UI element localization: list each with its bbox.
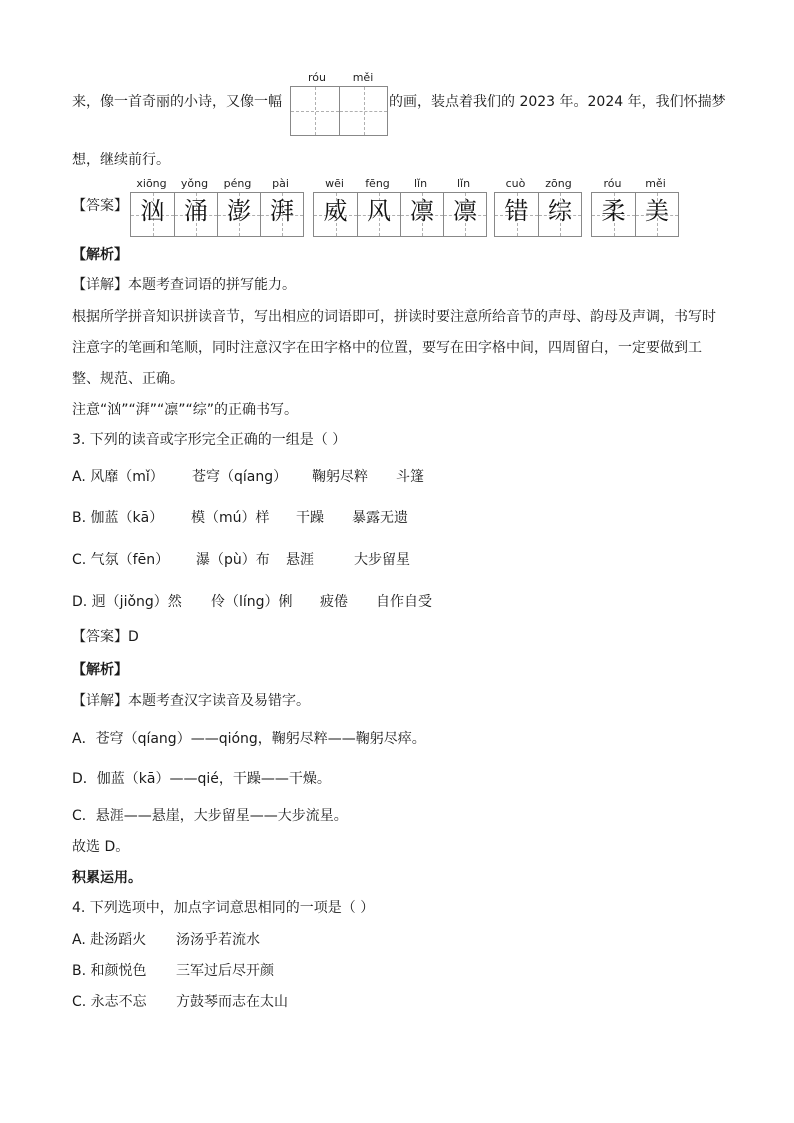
q4-option-c-item-2: 方鼓琴而志在太山 — [176, 994, 288, 1010]
q3-analysis-label: 【解析】 — [72, 662, 128, 678]
analysis-label: 【解析】 — [72, 247, 128, 263]
answer-pinyin: fēng — [365, 177, 390, 190]
q3-option-b-item-3: 干躁 — [296, 510, 324, 526]
answer-pinyin: lǐn — [456, 177, 471, 190]
answer-pinyin: yǒng — [180, 177, 209, 190]
q4-option-b-item-1: B. 和颜悦色 — [72, 963, 147, 979]
answer-tianzige-group — [313, 192, 487, 237]
q4-option-b-item-2: 三军过后尽开颜 — [176, 963, 274, 979]
answer-character: 澎 — [227, 197, 251, 225]
q3-option-c-item-2: 瀑（pù）布 — [196, 552, 270, 568]
q4-option-b — [72, 961, 274, 981]
answer-grid-cell — [495, 193, 538, 236]
answer-pinyin: měi — [645, 177, 666, 190]
answer-grid-cell — [592, 193, 635, 236]
q3-explain-d: D．伽蓝（kā）——qié，干躁——干燥。 — [72, 771, 331, 787]
answer-grid-cell — [635, 193, 678, 236]
analysis-paragraph-3: 整、规范、正确。 — [72, 371, 184, 387]
passage-line-1-end: 的画，装点着我们的 2023 年。2024 年，我们怀揣梦 — [389, 94, 726, 110]
answer-pinyin: zōng — [545, 177, 572, 190]
q3-option-b-item-1: B. 伽蓝（kā） — [72, 510, 164, 526]
answer-character: 涌 — [184, 197, 208, 225]
q4-stem: 4. 下列选项中，加点字词意思相同的一项是（ ） — [72, 900, 375, 916]
answer-character: 错 — [504, 197, 529, 225]
passage-line-2: 想，继续前行。 — [72, 152, 170, 168]
answer-pinyin: pài — [272, 177, 289, 190]
answer-grid-cell — [443, 193, 486, 236]
q3-choose: 故选 D。 — [72, 839, 130, 855]
answer-grid-cell — [131, 193, 174, 236]
q3-option-d-item-4: 自作自受 — [376, 594, 432, 610]
q3-answer: 【答案】D — [72, 629, 139, 645]
q4-option-c-item-1: C. 永志不忘 — [72, 994, 147, 1010]
grid-cell — [291, 87, 339, 135]
q3-option-c-item-3: 悬涯 — [286, 552, 314, 568]
answer-pinyin: cuò — [505, 177, 526, 190]
answer-grid-cell — [260, 193, 303, 236]
answer-pinyin: péng — [223, 177, 252, 190]
q3-option-d-item-2: 伶（líng）俐 — [211, 594, 293, 610]
answer-grid-cell — [538, 193, 581, 236]
grid-cell — [339, 87, 387, 135]
passage-line-1-start: 来，像一首奇丽的小诗，又像一幅 — [72, 94, 282, 110]
q4-option-c — [72, 992, 288, 1012]
q3-option-a-item-1: A. 风靡（mǐ） — [72, 469, 164, 485]
q3-option-a-item-4: 斗篷 — [396, 469, 424, 485]
q3-option-c-item-1: C. 气氛（fēn） — [72, 552, 170, 568]
q4-option-a — [72, 930, 260, 950]
q3-stem: 3. 下列的读音或字形完全正确的一组是（ ） — [72, 432, 347, 448]
answer-character: 美 — [645, 197, 669, 225]
q3-option-c — [72, 550, 410, 570]
q3-option-a-item-3: 鞠躬尽粹 — [312, 469, 368, 485]
answer-tianzige-group — [494, 192, 582, 237]
q3-detail: 【详解】本题考查汉字读音及易错字。 — [72, 693, 310, 709]
q3-option-d — [72, 592, 432, 612]
detail-line: 【详解】本题考查词语的拼写能力。 — [72, 277, 296, 293]
answer-tianzige-group — [591, 192, 679, 237]
answer-character: 凛 — [453, 197, 477, 225]
q3-option-d-item-1: D. 迥（jiǒng）然 — [72, 594, 182, 610]
analysis-note: 注意“汹”“湃”“凛”“综”的正确书写。 — [72, 402, 299, 418]
pinyin-mei: měi — [352, 71, 374, 84]
answer-character: 凛 — [410, 197, 434, 225]
q3-explain-c: C．悬涯——悬崖，大步留星——大步流星。 — [72, 808, 348, 824]
q3-option-a-item-2: 苍穹（qíang） — [192, 469, 288, 485]
answer-character: 综 — [548, 197, 572, 225]
answer-grid-cell — [314, 193, 357, 236]
answer-grid-cell — [400, 193, 443, 236]
q3-option-b — [72, 508, 408, 528]
answer-character: 柔 — [601, 197, 626, 225]
q3-option-c-item-4: 大步留星 — [354, 552, 410, 568]
answer-pinyin: wēi — [325, 177, 344, 190]
answer-grid-cell — [357, 193, 400, 236]
pinyin-rou: róu — [308, 71, 326, 84]
answer-grid-cell — [217, 193, 260, 236]
empty-tianzige-grid — [290, 86, 388, 136]
q3-option-a — [72, 467, 424, 487]
q3-explain-a: A．苍穹（qíang）——qióng，鞠躬尽粹——鞠躬尽瘁。 — [72, 731, 426, 747]
answer-pinyin: xiōng — [136, 177, 167, 190]
q4-option-a-item-2: 汤汤乎若流水 — [176, 932, 260, 948]
section-heading: 积累运用。 — [72, 870, 142, 886]
analysis-paragraph-1: 根据所学拼音知识拼读音节，写出相应的词语即可，拼读时要注意所给音节的声母、韵母及声调，书写时 — [72, 309, 716, 325]
q4-option-a-item-1: A. 赴汤蹈火 — [72, 932, 147, 948]
answer-character: 湃 — [270, 197, 294, 225]
answer-character: 风 — [367, 197, 391, 225]
answer-label: 【答案】 — [72, 198, 128, 214]
answer-character: 汹 — [140, 197, 165, 225]
answer-character: 威 — [323, 197, 348, 225]
answer-grid-cell — [174, 193, 217, 236]
analysis-paragraph-2: 注意字的笔画和笔顺，同时注意汉字在田字格中的位置，要写在田字格中间，四周留白，一定要做到工 — [72, 340, 702, 356]
q3-option-b-item-2: 模（mú）样 — [191, 510, 270, 526]
q3-option-b-item-4: 暴露无遗 — [352, 510, 408, 526]
q3-option-d-item-3: 疲倦 — [320, 594, 348, 610]
answer-tianzige-group — [130, 192, 304, 237]
answer-pinyin: lǐn — [413, 177, 428, 190]
answer-pinyin: róu — [603, 177, 622, 190]
